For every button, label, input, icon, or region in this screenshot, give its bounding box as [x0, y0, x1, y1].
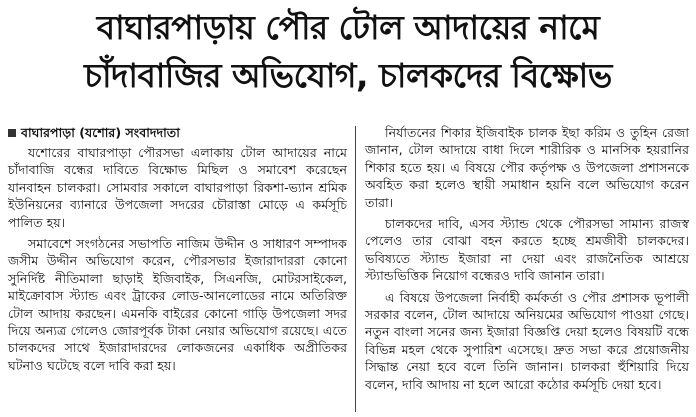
byline-text: বাঘারপাড়া (যশোর) সংবাদদাতা — [21, 125, 180, 141]
paragraph: চালকদের দাবি, এসব স্ট্যান্ড থেকে পৌরসভা সামান্য রাজস্ব পেলেও তার বোঝা বহন করতে হচ্ছে শ্রমজীবী চালকদের। ভবিষ্যতে স্ট্যান্ড ইজারা না দেয়া এবং রাজনৈতিক আশ্রয়ে স্ট্যান্ডভিত্তিক নিয়োগ বন্ধেরও দাবি জানান তারা। — [365, 216, 689, 284]
paragraph: যশোরের বাঘারপাড়া পৌরসভা এলাকায় টোল আদায়ের নামে চাঁদাবাজি বন্ধের দাবিতে বিক্ষোভ মিছিল ও সমাবেশ করেছেন যানবাহন চালকরা। সোমবার সকালে বাঘারপাড়া রিকশা-ভ্যান শ্রমিক ইউনিয়নের ব্যানারে উপজেলা সদরের চৌরাস্তা মোড়ে এ কর্মসূচি পালিত হয়। — [8, 145, 347, 230]
paragraph: নির্যাতনের শিকার ইজিবাইক চালক ইছা করিম ও তুহিন রেজা জানান, টোল আদায়ে বাধা দিলে শারীরিক ও মানসিক হয়রানির শিকার হতে হয়। এ বিষয়ে পৌর কর্তৃপক্ষ ও উপজেলা প্রশাসনকে অবহিত করা হলেও স্থায়ী সমাধান হয়নি বলে অভিযোগ করেন তারা। — [365, 125, 689, 210]
article-headline — [0, 4, 696, 100]
article-column-left — [8, 124, 347, 378]
headline-line-1: বাঘারপাড়ায় পৌর টোল আদায়ের নামে — [96, 8, 600, 47]
paragraph: সমাবেশে সংগঠনের সভাপতি নাজিম উদ্দীন ও সাধারণ সম্পাদক জসীম উদ্দীন অভিযোগ করেন, পৌরসভার ইজারাদাররা কোনো সুনির্দিষ্ট নীতিমালা ছাড়াই ইজিবাইক, সিএনজি, মোটরসাইকেল, মাইক্রোবাস স্ট্যান্ড এবং ট্রাকের লোড-আনলোডের নামে অতিরিক্ত টোল আদায় করছেন। এমনকি বাইরের কোনো গাড়ি উপজেলা সদর দিয়ে অন্যত্র গেলেও জোরপূর্বক টাকা নেয়ার অভিযোগ রয়েছে। এতে চালকদের সাথে ইজারাদারদের লোকজনের একাধিক অপ্রীতিকর ঘটনাও ঘটেছে বলে দাবি করা হয়। — [8, 236, 347, 373]
byline — [8, 124, 347, 142]
column-divider — [355, 126, 356, 412]
article-column-right — [365, 124, 689, 397]
paragraph: এ বিষয়ে উপজেলা নির্বাহী কর্মকর্তা ও পৌর প্রশাসক ভূপালী সরকার বলেন, টোল আদায়ে অনিয়মের অভিযোগ পাওয়া গেছে। নতুন বাংলা সনের জন্য ইজারা বিজ্ঞপ্তি দেয়া হলেও বিষয়টি বন্ধে বিভিন্ন মহল থেকে সুপারিশ এসেছে। দ্রুত সভা করে প্রয়োজনীয় সিদ্ধান্ত নেয়া হবে বলে তিনি জানান। চালকরা হুঁশিয়ারি দিয়ে বলেন, দাবি আদায় না হলে আরো কঠোর কর্মসূচি দেয়া হবে। — [365, 289, 689, 392]
headline-line-2: চাঁদাবাজির অভিযোগ, চালকদের বিক্ষোভ — [84, 56, 612, 95]
square-bullet-icon — [8, 129, 16, 137]
